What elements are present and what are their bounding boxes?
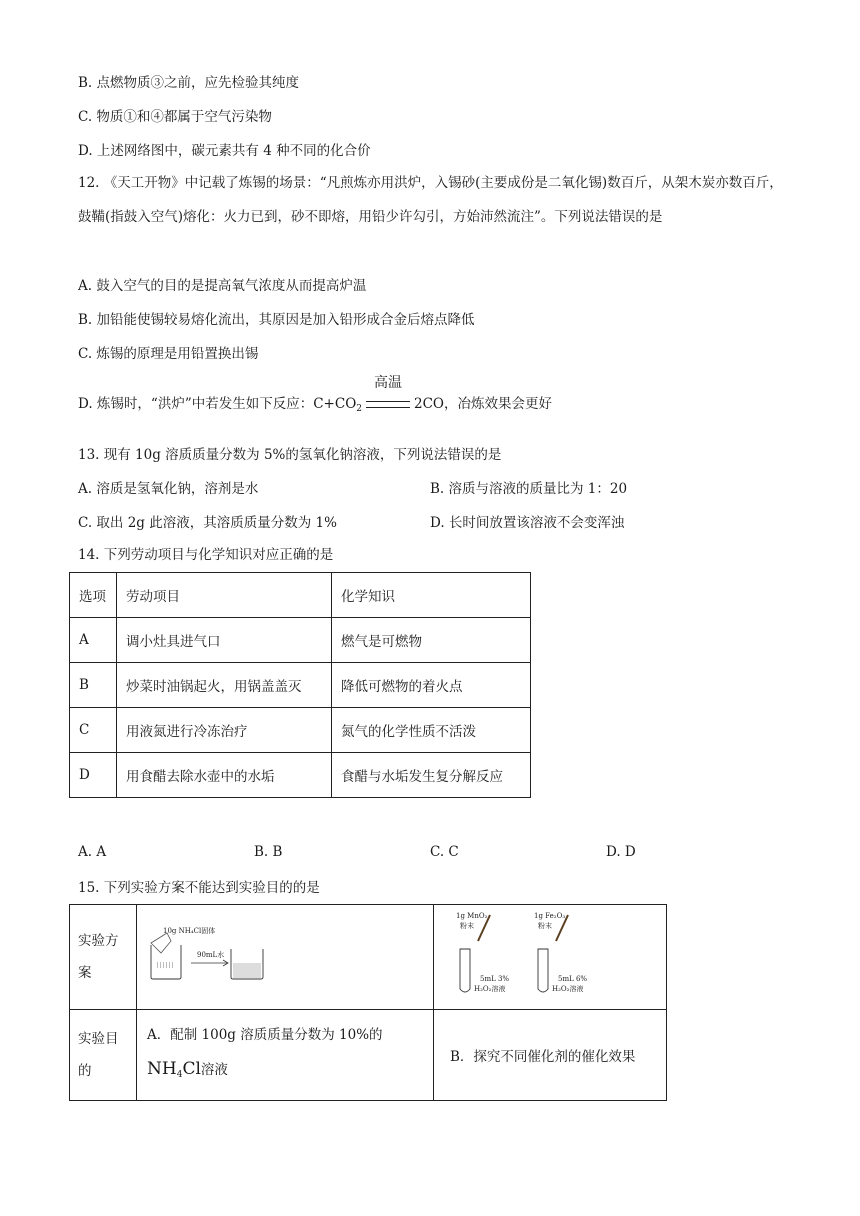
q14-option-b: B. B	[254, 844, 283, 860]
formula-nh: NH	[147, 1059, 177, 1079]
test-tube-right-icon	[538, 949, 548, 992]
row-label-scheme: 实验方案	[70, 905, 137, 1010]
q15-table	[69, 904, 667, 1101]
q14-stem: 14. 下列劳动项目与化学知识对应正确的是	[78, 547, 334, 563]
solution-icon	[233, 963, 261, 978]
co2-subscript: 2	[356, 404, 363, 414]
row-labor: 用食醋去除水壶中的水垢	[117, 753, 332, 798]
h2o2-6-solution-label: H₂O₂溶液	[552, 985, 584, 993]
row-option: B	[70, 663, 117, 708]
row-label-purpose: 实验目的	[70, 1010, 137, 1101]
fe2o3-label: 1g Fe₂O₃	[534, 912, 566, 920]
table-row	[70, 905, 667, 1010]
row-knowledge: 食醋与水垢发生复分解反应	[332, 753, 531, 798]
solid-label: 10g NH₄Cl固体	[163, 927, 216, 935]
formula-subscript: 4	[176, 1070, 183, 1080]
row-option: D	[70, 753, 117, 798]
q14-option-a: A. A	[78, 844, 107, 860]
q14-table	[69, 572, 531, 798]
q11-option-b: B. 点燃物质③之前，应先检验其纯度	[78, 75, 300, 91]
q14-option-d: D. D	[606, 844, 636, 860]
row-labor: 炒菜时油锅起火，用锅盖盖灭	[117, 663, 332, 708]
paper-sheet-icon	[151, 933, 171, 953]
q12-option-c: C. 炼锡的原理是用铅置换出锡	[78, 346, 259, 362]
row-knowledge: 氮气的化学性质不活泼	[332, 708, 531, 753]
q11-option-c: C. 物质①和④都属于空气污染物	[78, 109, 272, 125]
h2o2-6-label: 5mL 6%	[558, 975, 588, 983]
dissolving-diagram	[137, 905, 433, 1005]
mno2-label: 1g MnO₂	[456, 912, 488, 920]
purpose-a-line2	[147, 1052, 423, 1092]
row-option: C	[70, 708, 117, 753]
formula-cl: Cl	[182, 1059, 201, 1079]
h2o2-3-solution-label: H₂O₂溶液	[474, 985, 506, 993]
header-labor: 劳动项目	[117, 573, 332, 618]
row-knowledge: 燃气是可燃物	[332, 618, 531, 663]
q13-option-b: B. 溶质与溶液的质量比为 1：20	[430, 481, 628, 497]
q13-option-c: C. 取出 2g 此溶液，其溶质质量分数为 1%	[78, 515, 337, 531]
table-row	[70, 708, 531, 753]
reaction-condition	[362, 375, 414, 414]
q12-option-b: B. 加铅能使锡较易熔化流出，其原因是加入铅形成合金后熔点降低	[78, 312, 475, 328]
q12-option-d-text: D. 炼锡时，“洪炉”中若发生如下反应：C+CO	[78, 396, 357, 412]
row-option: A	[70, 618, 117, 663]
catalyst-diagram	[434, 905, 666, 1005]
q12-option-d	[78, 375, 553, 419]
row-labor: 调小灶具进气口	[117, 618, 332, 663]
mno2-powder-label: 粉末	[460, 922, 474, 930]
table-row	[70, 753, 531, 798]
q12-option-d-tail: 2CO，冶炼效果会更好	[414, 396, 553, 412]
purpose-a-line1: A．配制 100g 溶质质量分数为 10%的	[147, 1027, 383, 1043]
header-option: 选项	[70, 573, 117, 618]
table-row	[70, 618, 531, 663]
table-row	[70, 1010, 667, 1101]
equals-sign	[366, 401, 410, 408]
row-labor: 用液氮进行冷冻治疗	[117, 708, 332, 753]
h2o2-3-label: 5mL 3%	[480, 975, 510, 983]
table-header-row	[70, 573, 531, 618]
q12-stem: 12. 《天工开物》中记载了炼锡的场景：“凡煎炼亦用洪炉，入锡砂(主要成份是二氧化锡)数百斤，从架木炭亦数百斤，鼓鞴(指鼓入空气)熔化：火力已到，砂不即熔，用铅少许勾引，方始沛然流注”。下列说法错误的是	[78, 175, 783, 225]
table-row	[70, 663, 531, 708]
purpose-b-cell: B．探究不同催化剂的催化效果	[434, 1010, 667, 1101]
q13-option-d: D. 长时间放置该溶液不会变浑浊	[430, 515, 625, 531]
row-knowledge: 降低可燃物的着火点	[332, 663, 531, 708]
purpose-a-tail: 溶液	[200, 1062, 228, 1078]
header-knowledge: 化学知识	[332, 573, 531, 618]
test-tube-left-icon	[460, 949, 470, 992]
purpose-a-cell	[137, 1010, 434, 1101]
q13-option-a: A. 溶质是氢氧化钠，溶剂是水	[78, 481, 259, 497]
q15-stem: 15. 下列实验方案不能达到实验目的的是	[78, 880, 320, 896]
q13-stem: 13. 现有 10g 溶质质量分数为 5%的氢氧化钠溶液，下列说法错误的是	[78, 447, 502, 463]
reaction-condition-label: 高温	[374, 375, 403, 391]
q14-option-c: C. C	[430, 844, 459, 860]
q12-option-a: A. 鼓入空气的目的是提高氧气浓度从而提高炉温	[78, 278, 367, 294]
fe2o3-powder-label: 粉末	[538, 922, 552, 930]
water-label: 90mL水	[197, 951, 225, 959]
scheme-a-cell	[137, 905, 434, 1010]
scheme-b-cell	[434, 905, 667, 1010]
q11-option-d: D. 上述网络图中，碳元素共有 4 种不同的化合价	[78, 143, 371, 159]
